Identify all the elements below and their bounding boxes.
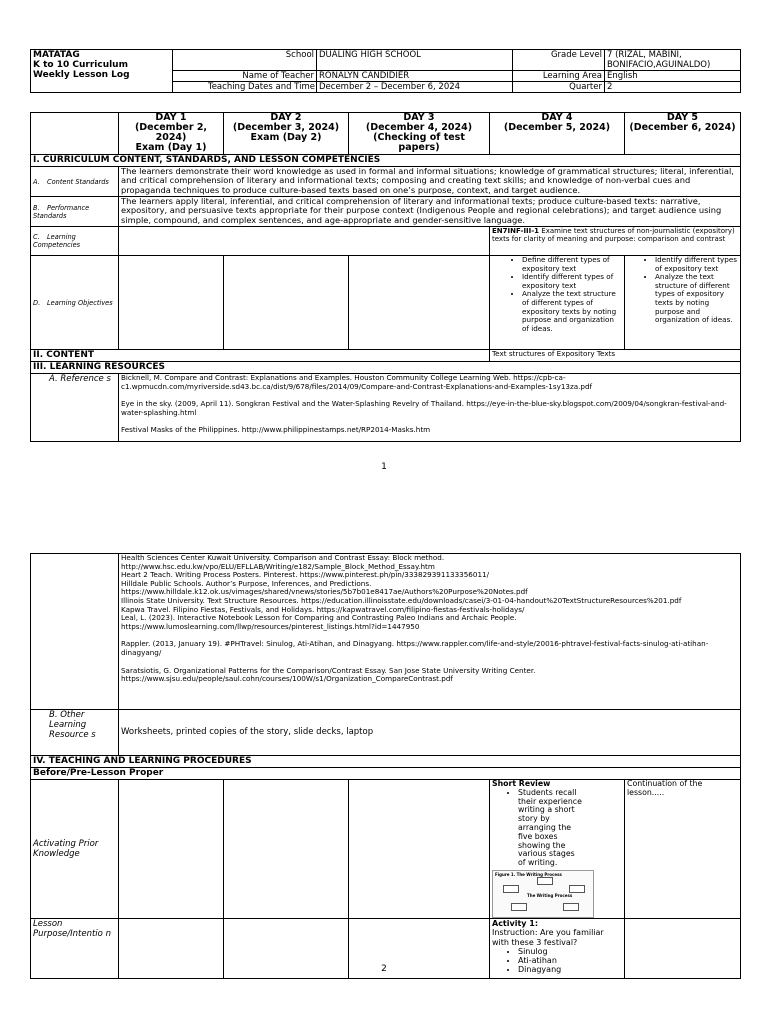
objectives-day-2 [224, 256, 349, 350]
reference-item: Saratsiotis, G. Organizational Patterns for the Comparison/Contrast Essay. San Jose State University Writing Center. https://www.sjsu.edu/people/saul.cohn/courses/100W/s1/Organization_CompareContrast.pdf [121, 665, 536, 684]
day-1-header: DAY 1 (December 2, 2024) Exam (Day 1) [119, 113, 224, 155]
school-value: DUALING HIGH SCHOOL [317, 50, 513, 71]
other-resources-label: B. Other Learning Resource s [31, 710, 119, 756]
festival-item: • Dinagyang [518, 965, 622, 974]
figure-box [563, 903, 579, 911]
figure-caption: Figure 1. The Writing Process [495, 871, 562, 877]
competencies-blank [119, 227, 490, 256]
continuation-cell: Continuation of the lesson..... [625, 780, 741, 919]
objective-item: • Analyze the text structure of different types of expository texts by noting purpose and organization of ideas. [655, 273, 738, 325]
quarter-label: Quarter [513, 82, 605, 93]
section-procedures-title: IV. TEACHING AND LEARNING PROCEDURES [31, 756, 741, 768]
writing-process-figure [492, 870, 594, 918]
reference-item: Bicknell, M. Compare and Contrast: Explanations and Examples. Houston Community College Learning Web. https://cpb-ca-c1.wpmucdn.com/myriverside.sd43.bc.ca/dist/9/678/files/2014/09/Compare-and-Contrast-Explanations-and-Examples-1sy13za.pdf [121, 373, 593, 391]
day-3-header: DAY 3 (December 4, 2024) (Checking of test papers) [349, 113, 490, 155]
objectives-day-5 [625, 256, 741, 350]
reference-item: Kapwa Travel. Filipino Fiestas, Festivals, and Holidays. https://kapwatravel.com/filipino-fiestas-festivals-holidays/ [121, 604, 525, 614]
reference-item: Health Sciences Center Kuwait University. Comparison and Contrast Essay: Block method. http://www.hsc.edu.kw/vpo/ELU/EFLLAB/Writing/e182/Sample_Block_Method_Essay.htm [121, 553, 445, 571]
performance-standards-text: The learners apply literal, inferential, and critical comprehension of literary and informational texts; produce culture-based texts: narrative, expository, and persuasive texts appropriate for their purpose context (Indigenous People and regional celebrations); and target audience using simple, compound, and complex sentences, and age-appropriate and gender-sensitive language. [119, 197, 741, 227]
objectives-day-1 [119, 256, 224, 350]
activity-instruction: Instruction: Are you familiar with these 3 festival? [492, 928, 604, 947]
reference-item: Leal, L. (2023). Interactive Notebook Lesson for Comparing and Contrasting Paleo Indians and Archaic People. https://www.lumoslearning.com/llwp/resources/pinterest_listings.html?id=1447950 [121, 613, 517, 631]
references-continued-label [31, 554, 119, 710]
teacher-label: Name of Teacher [173, 71, 317, 82]
page-number-1: 1 [381, 462, 387, 472]
school-label: School [173, 50, 317, 71]
festival-item: • Sinulog [518, 947, 622, 956]
teacher-value: RONALYN CANDIDIER [317, 71, 513, 82]
objectives-day-4 [490, 256, 625, 350]
lesson-log-table-1 [30, 112, 741, 442]
page-number-2: 2 [381, 964, 387, 974]
festival-item: • Ati-atihan [518, 956, 622, 965]
dates-label: Teaching Dates and Time [173, 82, 317, 93]
lesson-log-table-2 [30, 553, 741, 979]
activating-day-1 [119, 780, 224, 919]
objective-item: • Analyze the text structure of different types of expository texts by noting purpose and organization of ideas. [522, 290, 622, 333]
content-text: Text structures of Expository Texts [490, 350, 741, 362]
other-resources-text: Worksheets, printed copies of the story, slide decks, laptop [119, 710, 741, 756]
figure-box [503, 885, 519, 893]
objective-item: • Identify different types of expository text [655, 256, 738, 273]
content-standards-label: A. Content Standards [31, 167, 119, 197]
learning-competencies-label: C. Learning Competencies [31, 227, 119, 256]
figure-box [511, 903, 527, 911]
short-review-item: • Students recall their experience writing a short story by arranging the five boxes showing the various stages of writing. [518, 789, 622, 868]
activity-title: Activity 1: [492, 918, 539, 928]
reference-item: Illinois State University. Text Structure Resources. https://education.illinoisstate.edu/downloads/casei/3-01-04-handout%20TextStructureResources%201.pdf [121, 595, 682, 605]
learning-area-label: Learning Area [513, 71, 605, 82]
content-standards-text: The learners demonstrate their word knowledge as used in formal and informal situations; knowledge of grammatical structures; literal, inferential, and critical comprehension of literary and informational texts; composing and creating text skills; and knowledge of non-verbal cues and propaganda techniques to produce culture-based texts based on one’s purpose, context, and target audience. [119, 167, 741, 197]
activating-day-3 [349, 780, 490, 919]
lesson-purpose-label: Lesson Purpose/Intentio n [31, 918, 119, 978]
grade-level-label: Grade Level [513, 50, 605, 71]
figure-box [569, 885, 585, 893]
learning-area-value: English [605, 71, 741, 82]
corner-cell [31, 113, 119, 155]
figure-box [537, 877, 553, 885]
objective-item: • Identify different types of expository text [522, 273, 622, 290]
objective-item: • Define different types of expository text [522, 256, 622, 273]
short-review-title: Short Review [492, 779, 551, 788]
reference-item: Hilldale Public Schools. Author’s Purpose, Inferences, and Predictions. https://www.hilldale.k12.ok.us/vimages/shared/vnews/stories/5b7b01e8417ae/Authors%20Purpose%20Notes.pdf [121, 578, 528, 597]
references-label: A. Reference s [31, 374, 119, 442]
page-2 [0, 540, 768, 1024]
references-list [119, 374, 741, 442]
grade-level-value: 7 (RIZAL, MABINI, BONIFACIO,AGUINALDO) [605, 50, 741, 71]
section-curriculum-title: I. CURRICULUM CONTENT, STANDARDS, AND LESSON COMPETENCIES [31, 155, 741, 167]
reference-item: Festival Masks of the Philippines. http://www.philippinestamps.net/RP2014-Masks.htm [121, 425, 431, 435]
activating-day-2 [224, 780, 349, 919]
header-table [30, 49, 741, 93]
section-resources-title: III. LEARNING RESOURCES [31, 362, 741, 374]
curriculum-title: MATATAG K to 10 Curriculum Weekly Lesson Log [31, 50, 173, 93]
reference-item: Eye in the sky. (2009, April 11). Songkran Festival and the Water-Splashing Revelry of Thailand. https://eye-in-the-blue-sky.blogspot.com/2009/04/songkran-festival-and-water-splashing.html [121, 399, 727, 417]
objectives-day-3 [349, 256, 490, 350]
page-1 [0, 0, 768, 490]
references-continued-list [119, 554, 741, 710]
learning-objectives-label: D. Learning Objectives [31, 256, 119, 350]
reference-item: Rappler. (2013, January 19). #PHTravel: Sinulog, Ati-Atihan, and Dinagyang. https://www.rappler.com/life-and-style/20016-phtravel-festival-facts-sinulog-ati-atihan-dinagyang/ [121, 639, 709, 657]
figure-center-label: The Writing Process [527, 892, 573, 898]
learning-competencies-text: EN7INF-III-1 Examine text structures of non-journalistic (expository) texts for clarity of meaning and purpose: comparison and contrast [490, 227, 741, 256]
reference-item: Heart 2 Teach. Writing Process Posters. Pinterest. https://www.pinterest.ph/pin/333829391133356011/ [121, 570, 490, 580]
short-review-cell [490, 780, 625, 919]
quarter-value: 2 [605, 82, 741, 93]
day-5-header: DAY 5 (December 6, 2024) [625, 113, 741, 155]
day-4-header: DAY 4 (December 5, 2024) [490, 113, 625, 155]
section-content-title: II. CONTENT [31, 350, 490, 362]
activating-prior-knowledge-label: Activating Prior Knowledge [31, 780, 119, 919]
dates-value: December 2 – December 6, 2024 [317, 82, 513, 93]
before-lesson-subtitle: Before/Pre-Lesson Proper [31, 768, 741, 780]
day-2-header: DAY 2 (December 3, 2024) Exam (Day 2) [224, 113, 349, 155]
performance-standards-label: B. Performance Standards [31, 197, 119, 227]
